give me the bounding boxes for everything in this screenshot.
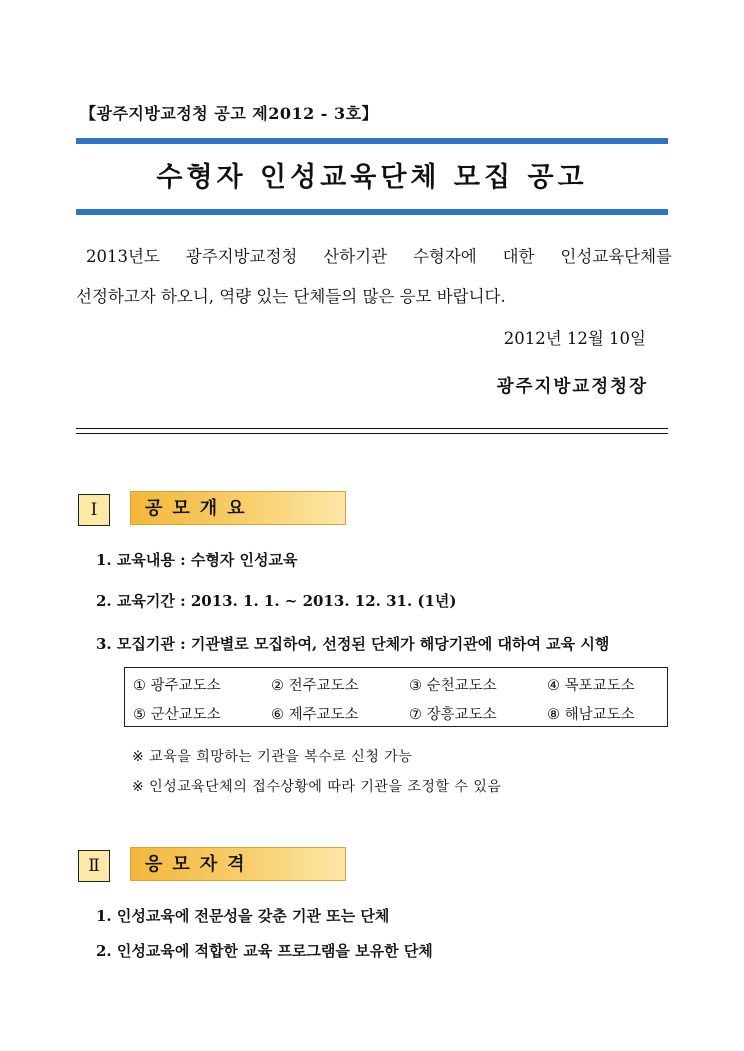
institution-cell: ① 광주교도소 <box>133 678 221 694</box>
institution-cell: ⑥ 제주교도소 <box>271 707 359 723</box>
title-top-bar <box>76 138 668 144</box>
page-title: 수형자 인성교육단체 모집 공고 <box>156 162 588 193</box>
section-1-label: 공모개요 <box>130 491 346 525</box>
section-2-number: Ⅱ <box>78 850 110 882</box>
section-1-note-1: ※ 교육을 희망하는 기관을 복수로 신청 가능 <box>132 749 413 765</box>
title-bottom-bar <box>76 209 668 215</box>
divider-line-bottom <box>76 433 668 434</box>
institution-cell: ⑦ 장흥교도소 <box>409 707 497 723</box>
section-1-note-2: ※ 인성교육단체의 접수상황에 따라 기관을 조정할 수 있음 <box>132 779 502 795</box>
issuer-name: 광주지방교정청장 <box>496 377 648 397</box>
section-2-item-2: 2. 인성교육에 적합한 교육 프로그램을 보유한 단체 <box>96 942 433 960</box>
intro-line-1: 2013년도 광주지방교정청 산하기관 수형자에 대한 인성교육단체를 <box>86 247 672 266</box>
section-1-number: Ⅰ <box>78 494 110 526</box>
section-1-item-1: 1. 교육내용 : 수형자 인성교육 <box>96 551 298 569</box>
intro-line-2: 선정하고자 하오니, 역량 있는 단체들의 많은 응모 바랍니다. <box>76 287 506 306</box>
section-2-item-1: 1. 인성교육에 전문성을 갖춘 기관 또는 단체 <box>96 907 390 925</box>
institution-cell: ② 전주교도소 <box>271 678 359 694</box>
section-2-label: 응모자격 <box>130 847 346 881</box>
institution-table <box>124 667 668 727</box>
section-1-item-2: 2. 교육기간 : 2013. 1. 1. ~ 2013. 12. 31. (1년) <box>96 592 457 610</box>
section-1-item-3: 3. 모집기관 : 기관별로 모집하여, 선정된 단체가 해당기관에 대하여 교육 시행 <box>96 635 610 653</box>
institution-cell: ⑤ 군산교도소 <box>133 707 221 723</box>
institution-cell: ③ 순천교도소 <box>409 678 497 694</box>
divider-line-top <box>76 428 668 429</box>
institution-cell: ④ 목포교도소 <box>547 678 635 694</box>
notice-date: 2012년 12월 10일 <box>503 329 646 348</box>
institution-cell: ⑧ 해남교도소 <box>547 707 635 723</box>
notice-number: 【광주지방교정청 공고 제2012 - 3호】 <box>80 104 379 123</box>
